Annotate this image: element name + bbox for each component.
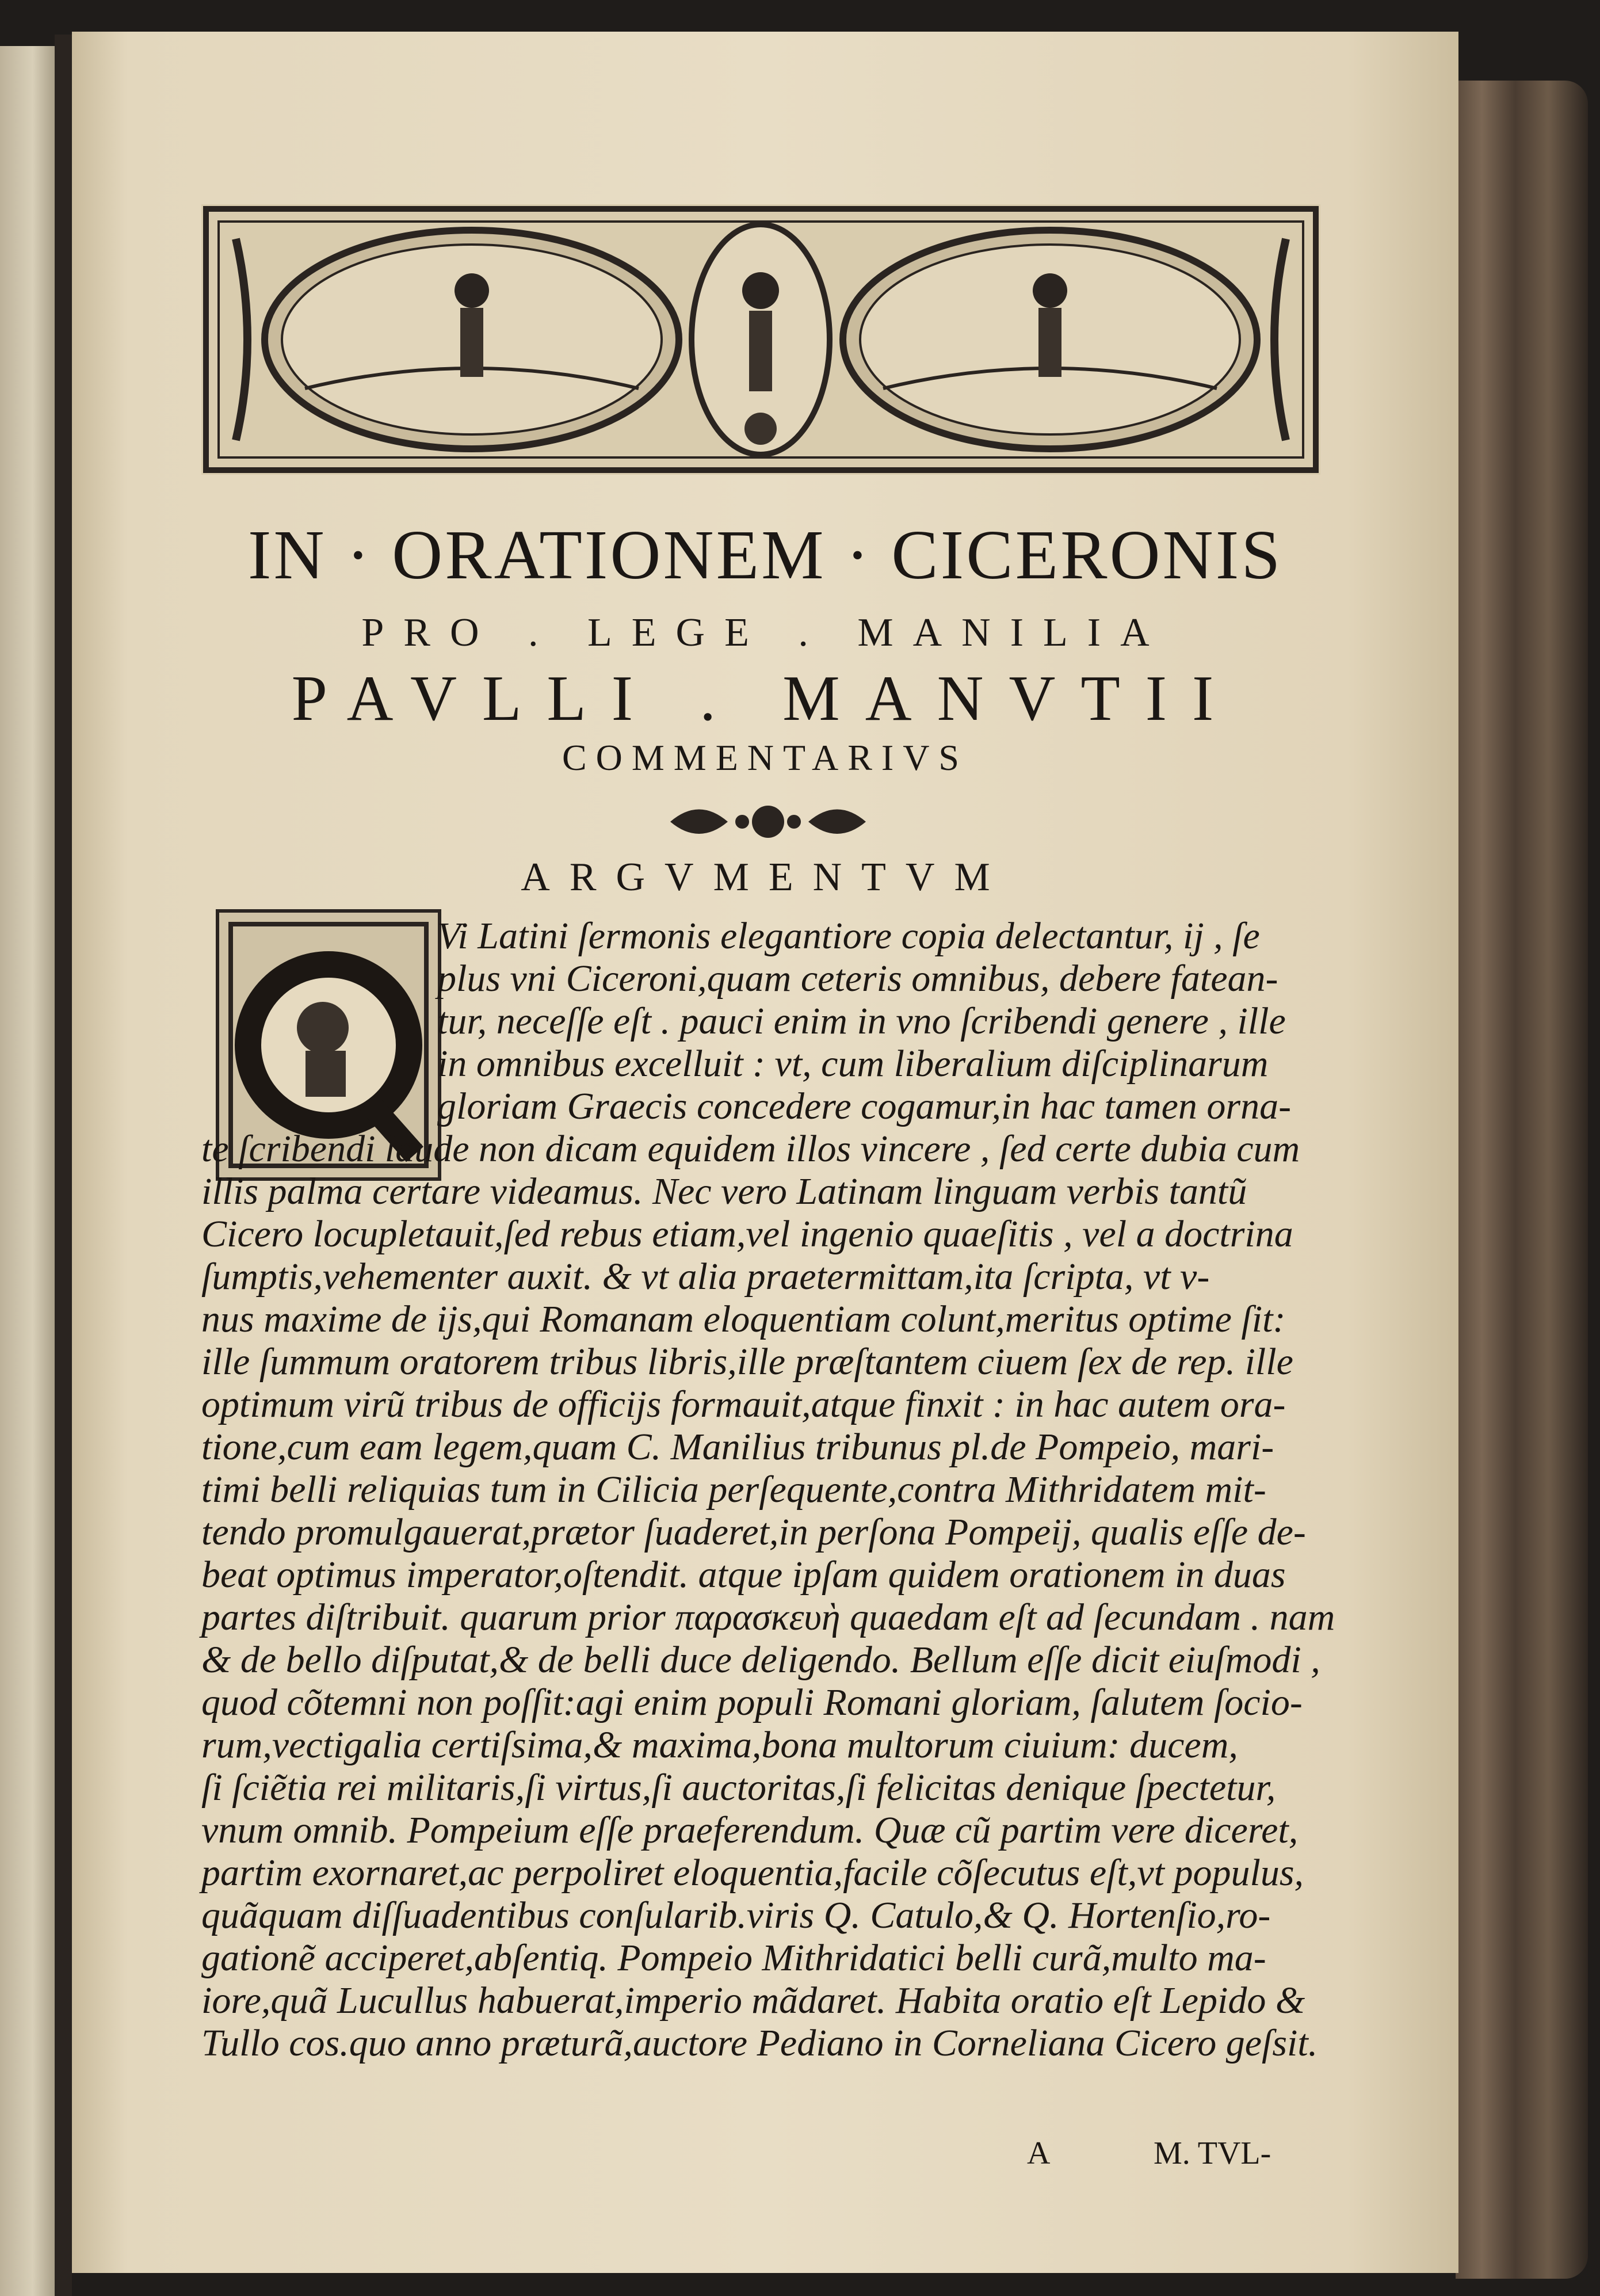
fleuron-ornament xyxy=(665,794,872,849)
text-line: partes diſtribuit. quarum prior παρασκευὴ quaedam eſt ad ſecundam . nam xyxy=(201,1596,1335,1638)
text-line: Cicero locupletauit,ſed rebus etiam,vel ingenio quaeſitis , vel a doctrina xyxy=(201,1213,1293,1255)
text-line: & de bello diſputat,& de belli duce deligendo. Bellum eſſe dicit eiuſmodi , xyxy=(201,1639,1320,1681)
title-line-1: IN · ORATIONEM · CICERONIS xyxy=(247,516,1283,594)
text-line: ſumptis,vehementer auxit. & vt alia praetermittam,ita ſcripta, vt v- xyxy=(201,1256,1210,1298)
text-line: nus maxime de ijs,qui Romanam eloquentiam colunt,meritus optime ſit: xyxy=(201,1298,1286,1340)
text-line: Vi Latini ſermonis elegantiore copia delectantur, ij , ſe xyxy=(437,915,1260,957)
text-line: illis palma certare videamus. Nec vero Latinam linguam verbis tantũ xyxy=(201,1170,1247,1212)
woodcut-headpiece xyxy=(201,204,1320,475)
text-line: beat optimus imperator,oſtendit. atque ipſam quidem orationem in duas xyxy=(201,1554,1286,1596)
book-page xyxy=(72,32,1458,2273)
title-line-2: PRO . LEGE . MANILIA xyxy=(361,611,1169,655)
left-page-edge xyxy=(0,46,55,2296)
body-text xyxy=(201,915,1375,2065)
title-line-3: PAVLLI . MANVTII xyxy=(291,663,1239,734)
text-line: tione,cum eam legem,quam C. Manilius tribunus pl.de Pompeio, mari- xyxy=(201,1426,1274,1468)
text-line: vnum omnib. Pompeium eſſe praeferendum. Quæ cũ partim vere diceret, xyxy=(201,1809,1299,1851)
gutter-shadow xyxy=(55,35,72,2296)
text-line: tur, neceſſe eſt . pauci enim in vno ſcribendi genere , ille xyxy=(437,1000,1286,1042)
text-line: quãquam diſſuadentibus conſularib.viris Q. Catulo,& Q. Hortenſio,ro- xyxy=(201,1894,1271,1936)
text-line: iore,quã Lucullus habuerat,imperio mãdaret. Habita oratio eſt Lepido & xyxy=(201,1980,1305,2022)
text-line: rum,vectigalia certiſsima,& maxima,bona multorum ciuium: ducem, xyxy=(201,1724,1238,1766)
text-line: gloriam Graecis concedere cogamur,in hac tamen orna- xyxy=(437,1085,1292,1127)
text-line: in omnibus excelluit : vt, cum liberalium diſciplinarum xyxy=(437,1043,1269,1085)
text-line: te ſcribendi laude non dicam equidem illos vincere , ſed certe dubia cum xyxy=(201,1128,1300,1170)
text-line: timi belli reliquias tum in Cilicia perſequente,contra Mithridatem mit- xyxy=(201,1469,1266,1511)
text-line: gationẽ acciperet,abſentiq. Pompeio Mithridatici belli curã,multo ma- xyxy=(201,1937,1266,1979)
title-line-4: COMMENTARIVS xyxy=(562,737,969,778)
catchword: M. TVL- xyxy=(1154,2135,1271,2171)
text-line: Tullo cos.quo anno præturã,auctore Pediano in Corneliana Cicero geſsit. xyxy=(201,2022,1318,2064)
text-line: tendo promulgauerat,prætor ſuaderet,in perſona Pompeij, qualis eſſe de- xyxy=(201,1511,1306,1553)
text-line: plus vni Ciceroni,quam ceteris omnibus, debere fatean- xyxy=(437,958,1278,1000)
book-fore-edge xyxy=(1456,81,1588,2279)
text-line: quod cõtemni non poſſit:agi enim populi Romani gloriam, ſalutem ſocio- xyxy=(201,1681,1303,1723)
text-line: optimum virũ tribus de officijs formauit,atque finxit : in hac autem ora- xyxy=(201,1383,1286,1425)
text-line: ſi ſciẽtia rei militaris,ſi virtus,ſi auctoritas,ſi felicitas denique ſpectetur, xyxy=(201,1767,1276,1809)
text-line: ille ſummum oratorem tribus libris,ille præſtantem ciuem ſex de rep. ille xyxy=(201,1341,1293,1383)
text-line: partim exornaret,ac perpoliret eloquentia,facile cõſecutus eſt,vt populus, xyxy=(201,1852,1304,1894)
section-heading: ARGVMENTVM xyxy=(521,855,1010,899)
signature-mark: A xyxy=(1027,2135,1051,2171)
